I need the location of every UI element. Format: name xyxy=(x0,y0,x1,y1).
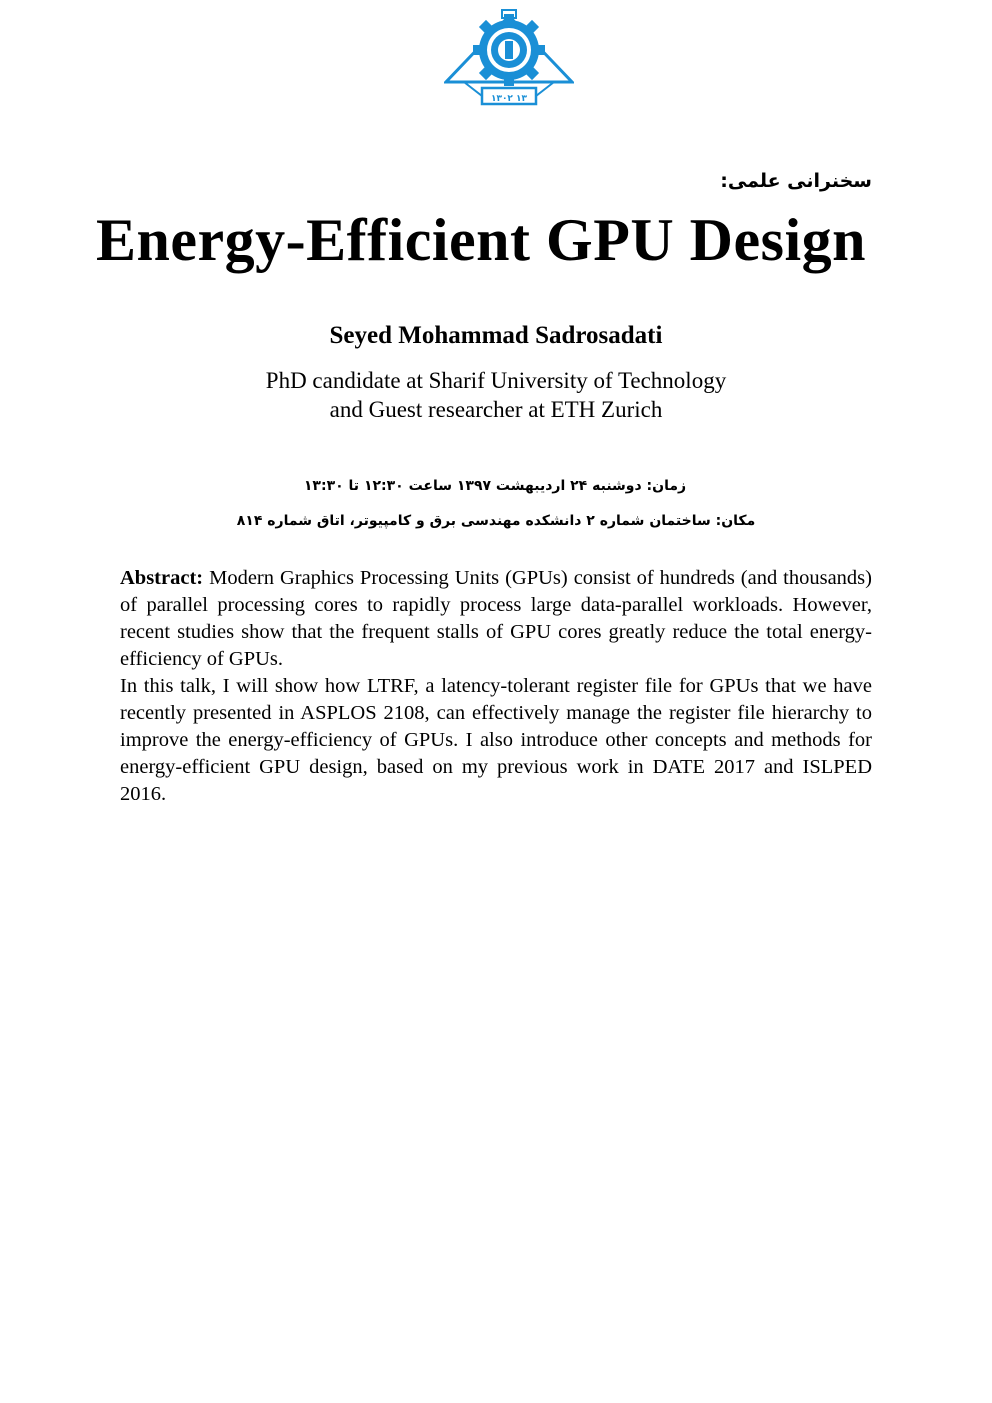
event-time: زمان: دوشنبه ۲۴ اردیبهشت ۱۳۹۷ ساعت ۱۲:۳۰ تا ۱۳:۳۰ xyxy=(303,478,687,494)
university-gear-emblem-icon xyxy=(444,8,574,106)
event-place: مکان: ساختمان شماره ۲ دانشکده مهندسی برق و کامپیوتر، اتاق شماره ۸۱۴ xyxy=(236,513,756,529)
talk-type-heading: سخنرانی علمی: xyxy=(720,170,872,192)
abstract-paragraph-1-text: Modern Graphics Processing Units (GPUs) consist of hundreds (and thousands) of parallel processing cores to rapidly process large data-parallel workloads. However, recent studies show that the frequent stalls of GPU cores greatly reduce the total energy-efficiency of GPUs. xyxy=(120,567,872,670)
talk-title: Energy-Efficient GPU Design xyxy=(95,207,867,273)
university-logo xyxy=(444,8,574,106)
affiliation-line-2: and Guest researcher at ETH Zurich xyxy=(329,397,663,422)
speaker-name: Seyed Mohammad Sadrosadati xyxy=(329,322,663,349)
logo-year-text: ۱۳۰۲ ۱۳ xyxy=(490,94,528,104)
affiliation-line-1: PhD candidate at Sharif University of Technology xyxy=(265,368,727,393)
abstract-paragraph-1 xyxy=(120,565,872,673)
abstract-section xyxy=(120,565,872,808)
abstract-label: Abstract: xyxy=(120,567,204,589)
speaker-affiliation xyxy=(0,366,992,424)
abstract-paragraph-2: In this talk, I will show how LTRF, a latency-tolerant register file for GPUs that we have recently presented in ASPLOS 2108, can effectively manage the register file hierarchy to improve the energy-efficiency of GPUs. I also introduce other concepts and methods for energy-efficient GPU design, based on my previous work in DATE 2017 and ISLPED 2016. xyxy=(120,675,872,805)
